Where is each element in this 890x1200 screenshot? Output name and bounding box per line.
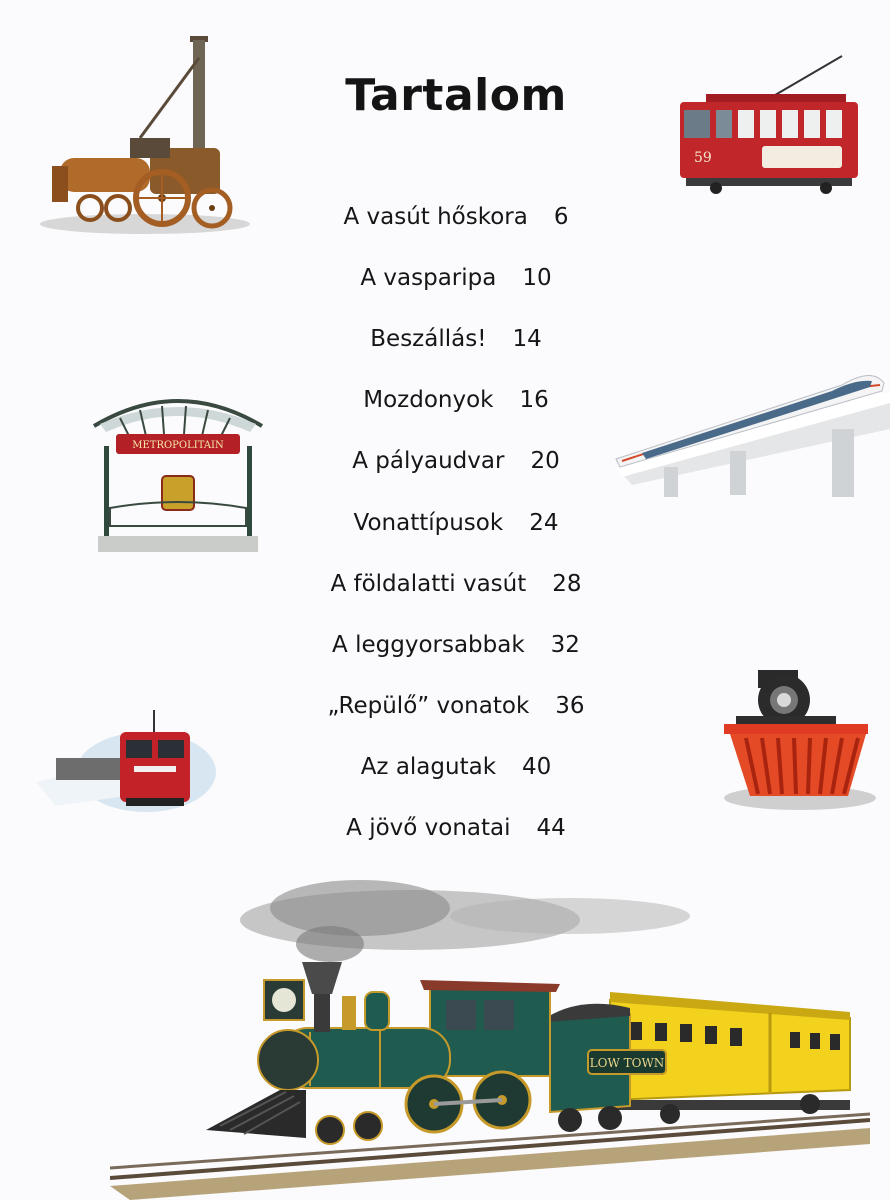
toc-entry-label: A pályaudvar	[352, 448, 505, 475]
steam-train-illustration	[110, 868, 870, 1200]
toc-entry[interactable]	[0, 553, 890, 614]
toc-entry-page-number: 6	[553, 203, 569, 230]
toc-entry-page-number: 10	[522, 264, 552, 291]
toc-entry[interactable]	[0, 676, 890, 737]
toc-entry[interactable]	[0, 798, 890, 859]
tender-nameplate: LOW TOWN	[589, 1056, 665, 1070]
toc-entry-page-number: 16	[519, 387, 549, 414]
toc-entry[interactable]	[0, 492, 890, 553]
toc-entry[interactable]	[0, 370, 890, 431]
table-of-contents	[0, 186, 890, 859]
toc-entry-label: Mozdonyok	[363, 387, 494, 414]
toc-entry-page-number: 24	[529, 509, 559, 536]
toc-entry-label: A vasparipa	[360, 264, 497, 291]
toc-entry-page-number: 40	[522, 754, 552, 781]
toc-entry-label: Beszállás!	[370, 325, 487, 352]
toc-entry-page-number: 44	[536, 815, 566, 842]
toc-entry[interactable]	[0, 431, 890, 492]
toc-entry-page-number: 32	[550, 631, 580, 658]
metro-sign: METROPOLITAIN	[132, 440, 224, 451]
toc-entry-page-number: 14	[512, 325, 542, 352]
toc-entry[interactable]	[0, 247, 890, 308]
toc-entry[interactable]	[0, 614, 890, 675]
toc-entry-label: Az alagutak	[360, 754, 497, 781]
toc-entry-label: A jövő vonatai	[346, 815, 511, 842]
toc-entry-page-number: 28	[552, 570, 582, 597]
toc-entry-label: A földalatti vasút	[330, 570, 527, 597]
toc-entry-label: Vonattípusok	[353, 509, 504, 536]
toc-entry-label: A leggyorsabbak	[332, 631, 525, 658]
toc-entry-page-number: 20	[530, 448, 560, 475]
page-title: Tartalom	[345, 70, 567, 121]
toc-entry-label: A vasút hőskora	[343, 203, 528, 230]
toc-entry[interactable]	[0, 737, 890, 798]
toc-entry-page-number: 36	[555, 693, 585, 720]
toc-entry-label: „Repülő” vonatok	[327, 693, 530, 720]
toc-entry[interactable]	[0, 186, 890, 247]
tram-number: 59	[694, 150, 712, 166]
toc-entry[interactable]	[0, 308, 890, 369]
